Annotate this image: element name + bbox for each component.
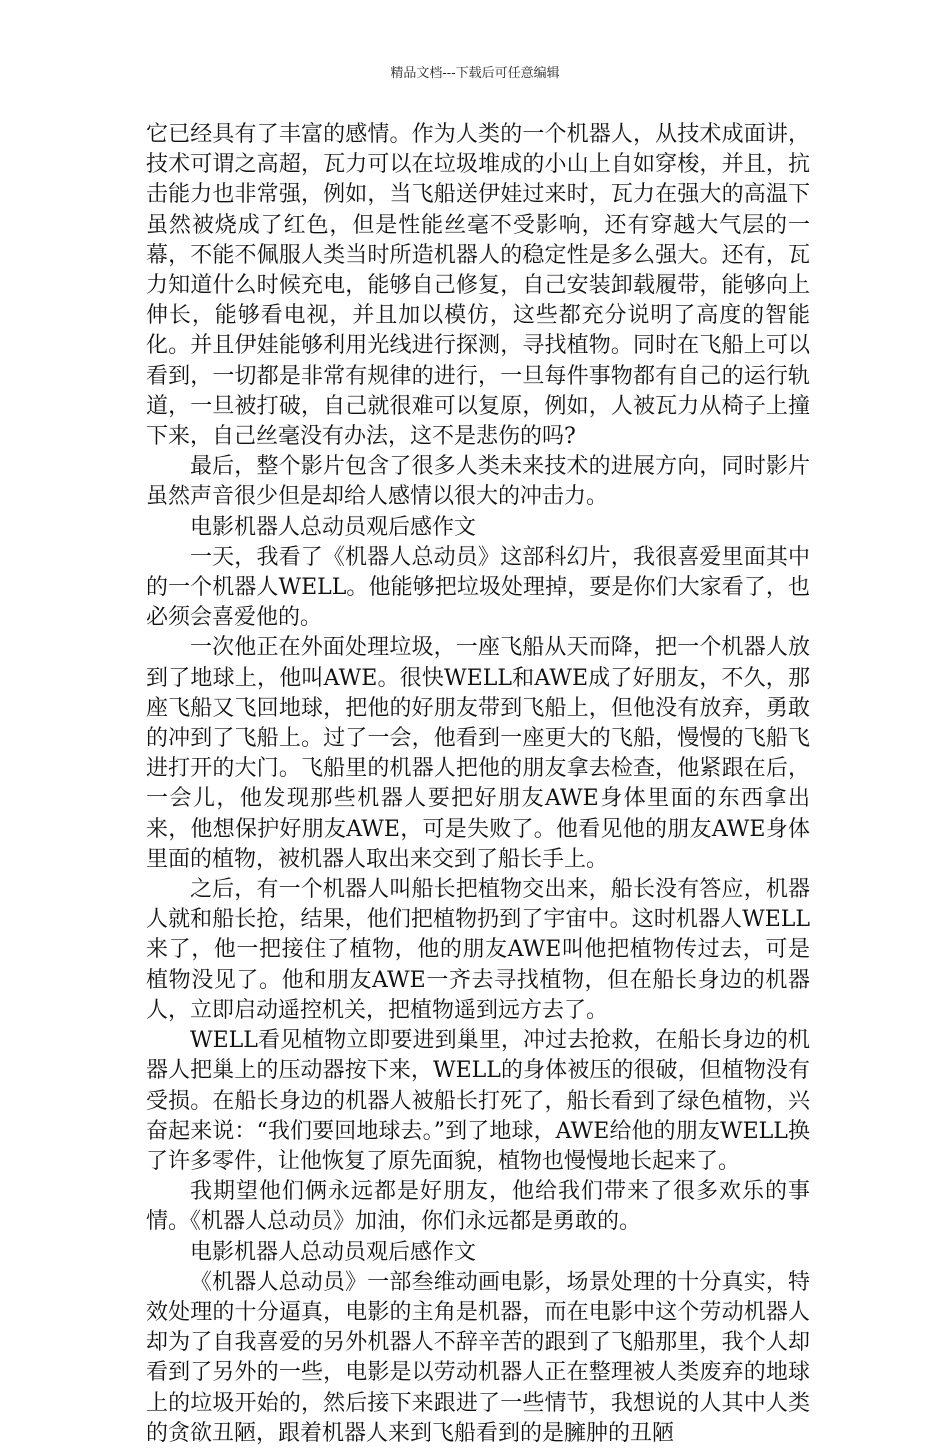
paragraph: 之后，有一个机器人叫船长把植物交出来，船长没有答应，机器人就和船长抢，结果，他们把植物扔到了宇宙中。这时机器人WELL来了，他一把接住了植物，他的朋友AWE叫他把植物传过去，可是植物没见了。他和朋友AWE一齐去寻找植物，但在船长身边的机器人，立即启动遥控机关，把植物遥到远方去了。 xyxy=(146,877,810,1023)
paragraph: 我期望他们俩永远都是好朋友，他给我们带来了很多欢乐的事情。《机器人总动员》加油，你们永远都是勇敢的。 xyxy=(146,1179,810,1235)
section-title: 电影机器人总动员观后感作文 xyxy=(190,514,477,540)
paragraph: WELL看见植物立即要进到巢里，冲过去抢救，在船长身边的机器人把巢上的压动器按下来，WELL的身体被压的很破，但植物没有受损。在船长身边的机器人被船长打死了，船长看到了绿色植物，兴奋起来说：“我们要回地球去。”到了地球，AWE给他的朋友WELL换了许多零件，让他恢复了原先面貌，植物也慢慢地长起来了。 xyxy=(146,1028,810,1174)
paragraph: 最后，整个影片包含了很多人类未来技术的进展方向，同时影片虽然声音很少但是却给人感情以很大的冲击力。 xyxy=(146,454,810,510)
paragraph: 《机器人总动员》一部叁维动画电影，场景处理的十分真实，特效处理的十分逼真，电影的主角是机器，而在电影中这个劳动机器人却为了自我喜爱的另外机器人不辞辛苦的跟到了飞船那里，我个人却看到了另外的一些，电影是以劳动机器人正在整理被人类废弃的地球上的垃圾开始的，然后接下来跟进了一些情节，我想说的人其中人类的贪欲丑陋，跟着机器人来到飞船看到的是臃肿的丑陋 xyxy=(146,1269,810,1446)
paragraph: 一次他正在外面处理垃圾，一座飞船从天而降，把一个机器人放到了地球上，他叫AWE。很快WELL和AWE成了好朋友，不久，那座飞船又飞回地球，把他的好朋友带到飞船上，但他没有放弃，勇敢的冲到了飞船上。过了一会，他看到一座更大的飞船，慢慢的飞船飞进打开的大门。飞船里的机器人把他的朋友拿去检查，他紧跟在后，一会儿，他发现那些机器人要把好朋友AWE身体里面的东西拿出来，他想保护好朋友AWE，可是失败了。他看见他的朋友AWE身体里面的植物，被机器人取出来交到了船长手上。 xyxy=(146,635,810,872)
paragraph: 一天，我看了《机器人总动员》这部科幻片，我很喜爱里面其中的一个机器人WELL。他能够把垃圾处理掉，要是你们大家看了，也必须会喜爱他的。 xyxy=(146,544,810,631)
document-body xyxy=(146,120,810,1449)
section-title: 电影机器人总动员观后感作文 xyxy=(190,1239,477,1265)
page-header: 精品文档---下载后可任意编辑 xyxy=(390,66,560,81)
paragraph: 它已经具有了丰富的感情。作为人类的一个机器人，从技术成面讲，技术可谓之高超，瓦力可以在垃圾堆成的小山上自如穿梭，并且，抗击能力也非常强，例如，当飞船送伊娃过来时，瓦力在强大的高温下虽然被烧成了红色，但是性能丝毫不受影响，还有穿越大气层的一幕，不能不佩服人类当时所造机器人的稳定性是多么强大。还有，瓦力知道什么时候充电，能够自己修复，自己安装卸载履带，能够向上伸长，能够看电视，并且加以模仿，这些都充分说明了高度的智能化。并且伊娃能够利用光线进行探测，寻找植物。同时在飞船上可以看到，一切都是非常有规律的进行，一旦每件事物都有自己的运行轨道，一旦被打破，自己就很难可以复原，例如，人被瓦力从椅子上撞下来，自己丝毫没有办法，这不是悲伤的吗? xyxy=(146,122,810,450)
